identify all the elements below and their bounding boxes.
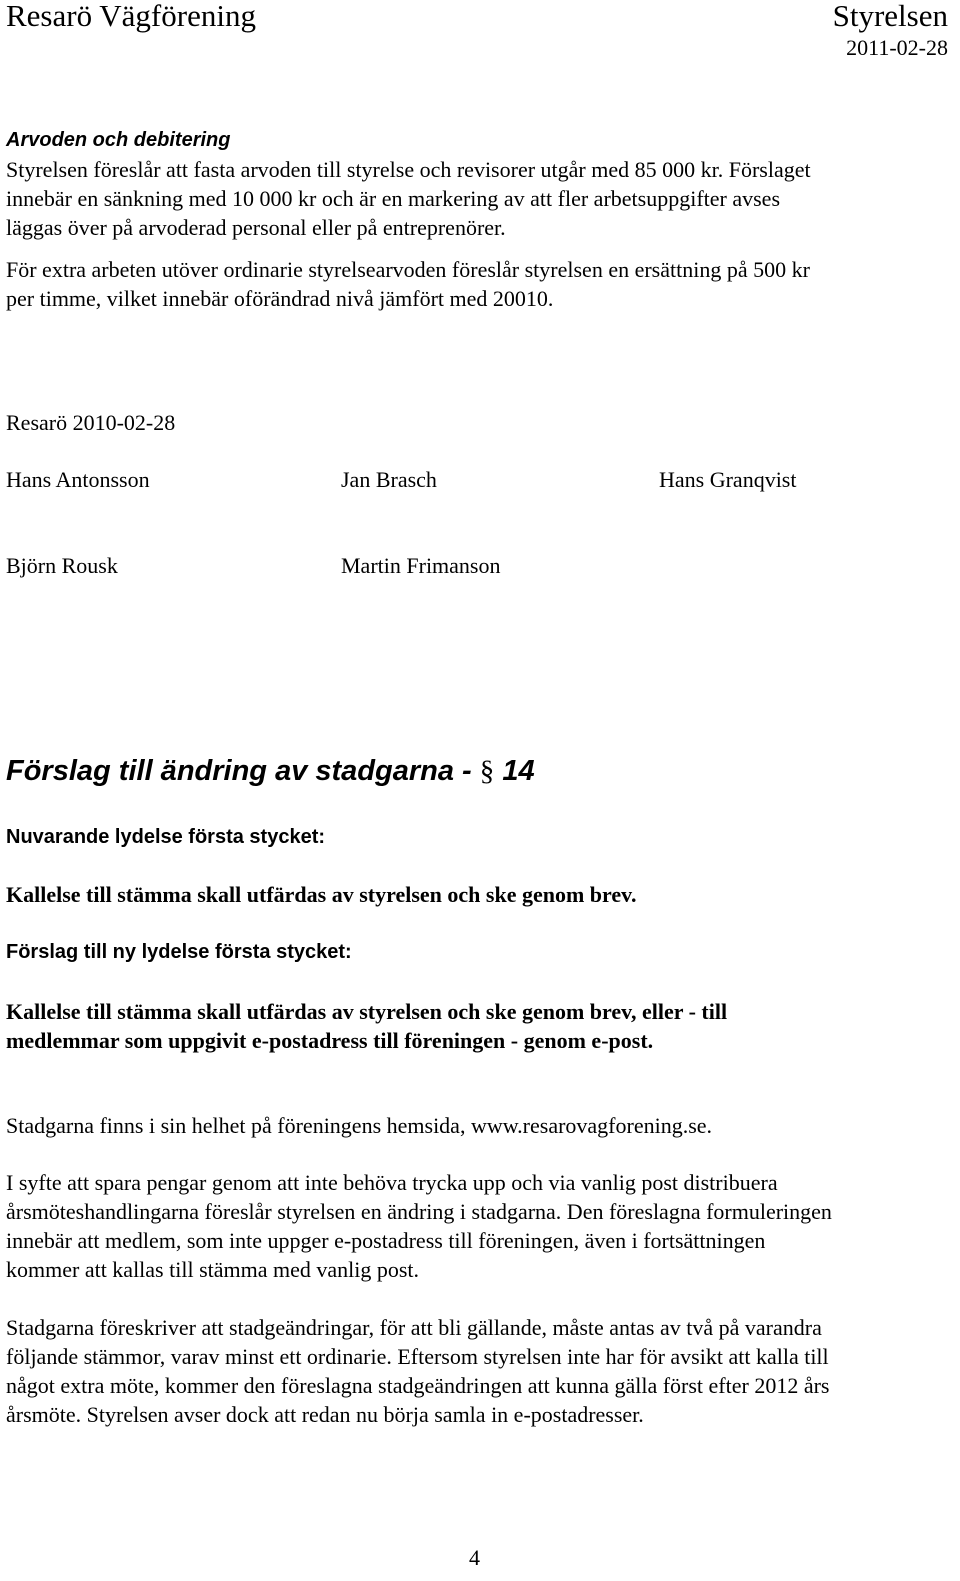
section-symbol: § xyxy=(479,755,495,787)
fees-line-2: innebär en sänkning med 10 000 kr och är en markering av att fler arbetsuppgifter avses xyxy=(6,186,781,211)
signatory-name: Hans Antonsson xyxy=(6,467,150,492)
page-number: 4 xyxy=(469,1545,480,1570)
document-org-name: Resarö Vägförening xyxy=(6,0,256,33)
section-number: 14 xyxy=(502,755,535,787)
rule-line-3: något extra möte, kommer den föreslagna stadgeändringen att kunna gälla först efter 2012 års xyxy=(6,1373,830,1398)
fees-extra-line-1: För extra arbeten utöver ordinarie styrelsearvoden föreslår styrelsen en ersättning på 500 kr xyxy=(6,257,810,282)
website-line: Stadgarna finns i sin helhet på föreningens hemsida, www.resarovagforening.se. xyxy=(6,1113,713,1138)
new-wording-line-2: medlemmar som uppgivit e-postadress till föreningen - genom e-post. xyxy=(6,1028,654,1053)
signatory-name: Hans Granqvist xyxy=(659,467,797,492)
fees-extra-line-2: per timme, vilket innebär oförändrad nivå jämfört med 20010. xyxy=(6,286,554,311)
rule-line-1: Stadgarna föreskriver att stadgeändringar, för att bli gällande, måste antas av två på varandra xyxy=(6,1315,822,1340)
current-wording-text: Kallelse till stämma skall utfärdas av styrelsen och ske genom brev. xyxy=(6,882,637,907)
rule-line-4: årsmöte. Styrelsen avser dock att redan nu börja samla in e-postadresser. xyxy=(6,1402,644,1427)
signatory-name: Jan Brasch xyxy=(341,467,437,492)
fees-line-1: Styrelsen föreslår att fasta arvoden till styrelse och revisorer utgår med 85 000 kr. Förslaget xyxy=(6,157,811,182)
proposal-title xyxy=(6,755,535,788)
new-wording-line-1: Kallelse till stämma skall utfärdas av styrelsen och ske genom brev, eller - till xyxy=(6,999,728,1024)
new-wording-label: Förslag till ny lydelse första stycket: xyxy=(6,941,352,963)
signatory-name: Björn Rousk xyxy=(6,553,118,578)
purpose-line-4: kommer att kallas till stämma med vanlig post. xyxy=(6,1257,420,1282)
signature-place-date: Resarö 2010-02-28 xyxy=(6,410,176,435)
fees-section-title: Arvoden och debitering xyxy=(6,129,231,151)
purpose-line-2: årsmöteshandlingarna föreslår styrelsen en ändring i stadgarna. Den föreslagna formuleringen xyxy=(6,1199,832,1224)
rule-line-2: följande stämmor, varav minst ett ordinarie. Eftersom styrelsen inte har för avsikt att kalla till xyxy=(6,1344,829,1369)
fees-line-3: läggas över på arvoderad personal eller på entreprenörer. xyxy=(6,215,506,240)
proposal-title-text: Förslag till ändring av stadgarna - xyxy=(6,755,472,787)
document-date: 2011-02-28 xyxy=(846,35,948,60)
purpose-line-3: innebär att medlem, som inte uppger e-postadress till föreningen, även i fortsättningen xyxy=(6,1228,766,1253)
current-wording-label: Nuvarande lydelse första stycket: xyxy=(6,826,326,848)
purpose-line-1: I syfte att spara pengar genom att inte behöva trycka upp och via vanlig post distribuera xyxy=(6,1170,778,1195)
signatory-name: Martin Frimanson xyxy=(341,553,501,578)
document-author: Styrelsen xyxy=(832,0,948,33)
